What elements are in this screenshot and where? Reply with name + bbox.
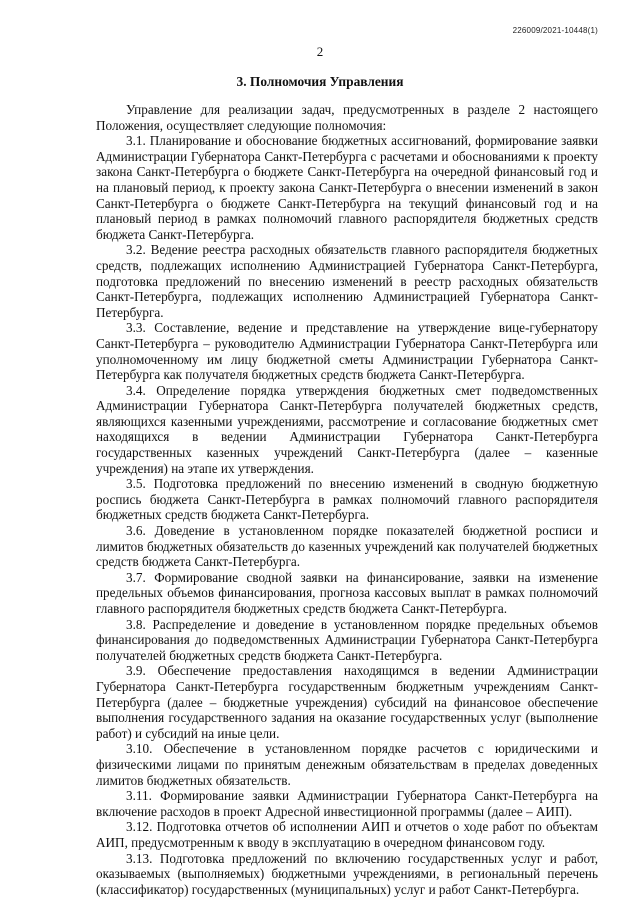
page-number: 2 xyxy=(316,44,324,59)
paragraph-3-2: 3.2. Ведение реестра расходных обязательств главного распорядителя бюджетных средств, подлежащих исполнению Администрацией Губернатора Санкт-Петербурга, подготовка предложений по внесению изменений в реестр расходных обязательств Санкт-Петербурга, подлежащих исполнению Администрацией Губернатора Санкт-Петербурга. xyxy=(96,242,598,320)
paragraph-3-13: 3.13. Подготовка предложений по включению государственных услуг и работ, оказываемых (выполняемых) бюджетными учреждениями, в региональный перечень (классификатор) государственных (муниципальных) услуг и работ Санкт-Петербурга. xyxy=(96,850,598,897)
paragraph-3-12: 3.12. Подготовка отчетов об исполнении АИП и отчетов о ходе работ по объектам АИП, предусмотренным к вводу в эксплуатацию в очередном финансовом году. xyxy=(96,819,598,850)
paragraph-3-1: 3.1. Планирование и обоснование бюджетных ассигнований, формирование заявки Администрации Губернатора Санкт-Петербурга с расчетами и обоснованиями к проекту закона Санкт-Петербурга о бюджете Санкт-Петербурга на очередной финансовый год и на плановый период, к проекту закона Санкт-Петербурга о внесении изменений в закон Санкт-Петербурга о бюджете Санкт-Петербурга на текущий финансовый год и на плановый период в рамках полномочий главного распорядителя бюджетных средств бюджета Санкт-Петербурга. xyxy=(96,133,598,242)
paragraph-3-7: 3.7. Формирование сводной заявки на финансирование, заявки на изменение предельных объемов финансирования, прогноза кассовых выплат в рамках полномочий главного распорядителя бюджетных средств бюджета Санкт-Петербурга. xyxy=(96,569,598,616)
paragraph-3-10: 3.10. Обеспечение в установленном порядке расчетов с юридическими и физическими лицами по принятым денежным обязательствам в пределах доведенных лимитов бюджетных обязательств. xyxy=(96,741,598,788)
paragraph-3-4: 3.4. Определение порядка утверждения бюджетных смет подведомственных Администрации Губернатора Санкт-Петербурга получателей бюджетных средств, являющихся казенными учреждениями, рассмотрение и согласование бюджетных смет находящихся в ведении Администрации Губернатора Санкт-Петербурга государственных казенных учреждений Санкт-Петербурга (далее – казенные учреждения) на этапе их утверждения. xyxy=(96,382,598,476)
document-registration-number: 226009/2021-10448(1) xyxy=(512,26,598,35)
paragraph-3-8: 3.8. Распределение и доведение в установленном порядке предельных объемов финансирования до подведомственных Администрации Губернатора Санкт-Петербурга получателей бюджетных средств бюджета Санкт-Петербурга. xyxy=(96,616,598,663)
paragraph-3-6: 3.6. Доведение в установленном порядке показателей бюджетной росписи и лимитов бюджетных обязательств до казенных учреждений как получателей бюджетных средств бюджета Санкт-Петербурга. xyxy=(96,523,598,570)
paragraph-3-3: 3.3. Составление, ведение и представление на утверждение вице-губернатору Санкт-Петербурга – руководителю Администрации Губернатора Санкт-Петербурга или уполномоченному им лицу бюджетной сметы Администрации Губернатора Санкт-Петербурга как получателя бюджетных средств бюджета Санкт-Петербурга. xyxy=(96,320,598,383)
paragraph-intro: Управление для реализации задач, предусмотренных в разделе 2 настоящего Положения, осуществляет следующие полномочия: xyxy=(96,102,598,133)
paragraph-3-9: 3.9. Обеспечение предоставления находящимся в ведении Администрации Губернатора Санкт-Петербурга государственным бюджетным учреждениям Санкт-Петербурга (далее – бюджетные учреждения) субсидий на финансовое обеспечение выполнения государственного задания на оказание государственных услуг (выполнение работ) и субсидий на иные цели. xyxy=(96,663,598,741)
paragraph-3-5: 3.5. Подготовка предложений по внесению изменений в сводную бюджетную роспись бюджета Санкт-Петербурга в рамках полномочий главного распорядителя бюджетных средств бюджета Санкт-Петербурга. xyxy=(96,476,598,523)
paragraph-3-11: 3.11. Формирование заявки Администрации Губернатора Санкт-Петербурга на включение расходов в проект Адресной инвестиционной программы (далее – АИП). xyxy=(96,788,598,819)
section-title: 3. Полномочия Управления xyxy=(236,74,404,89)
document-body xyxy=(96,102,598,897)
